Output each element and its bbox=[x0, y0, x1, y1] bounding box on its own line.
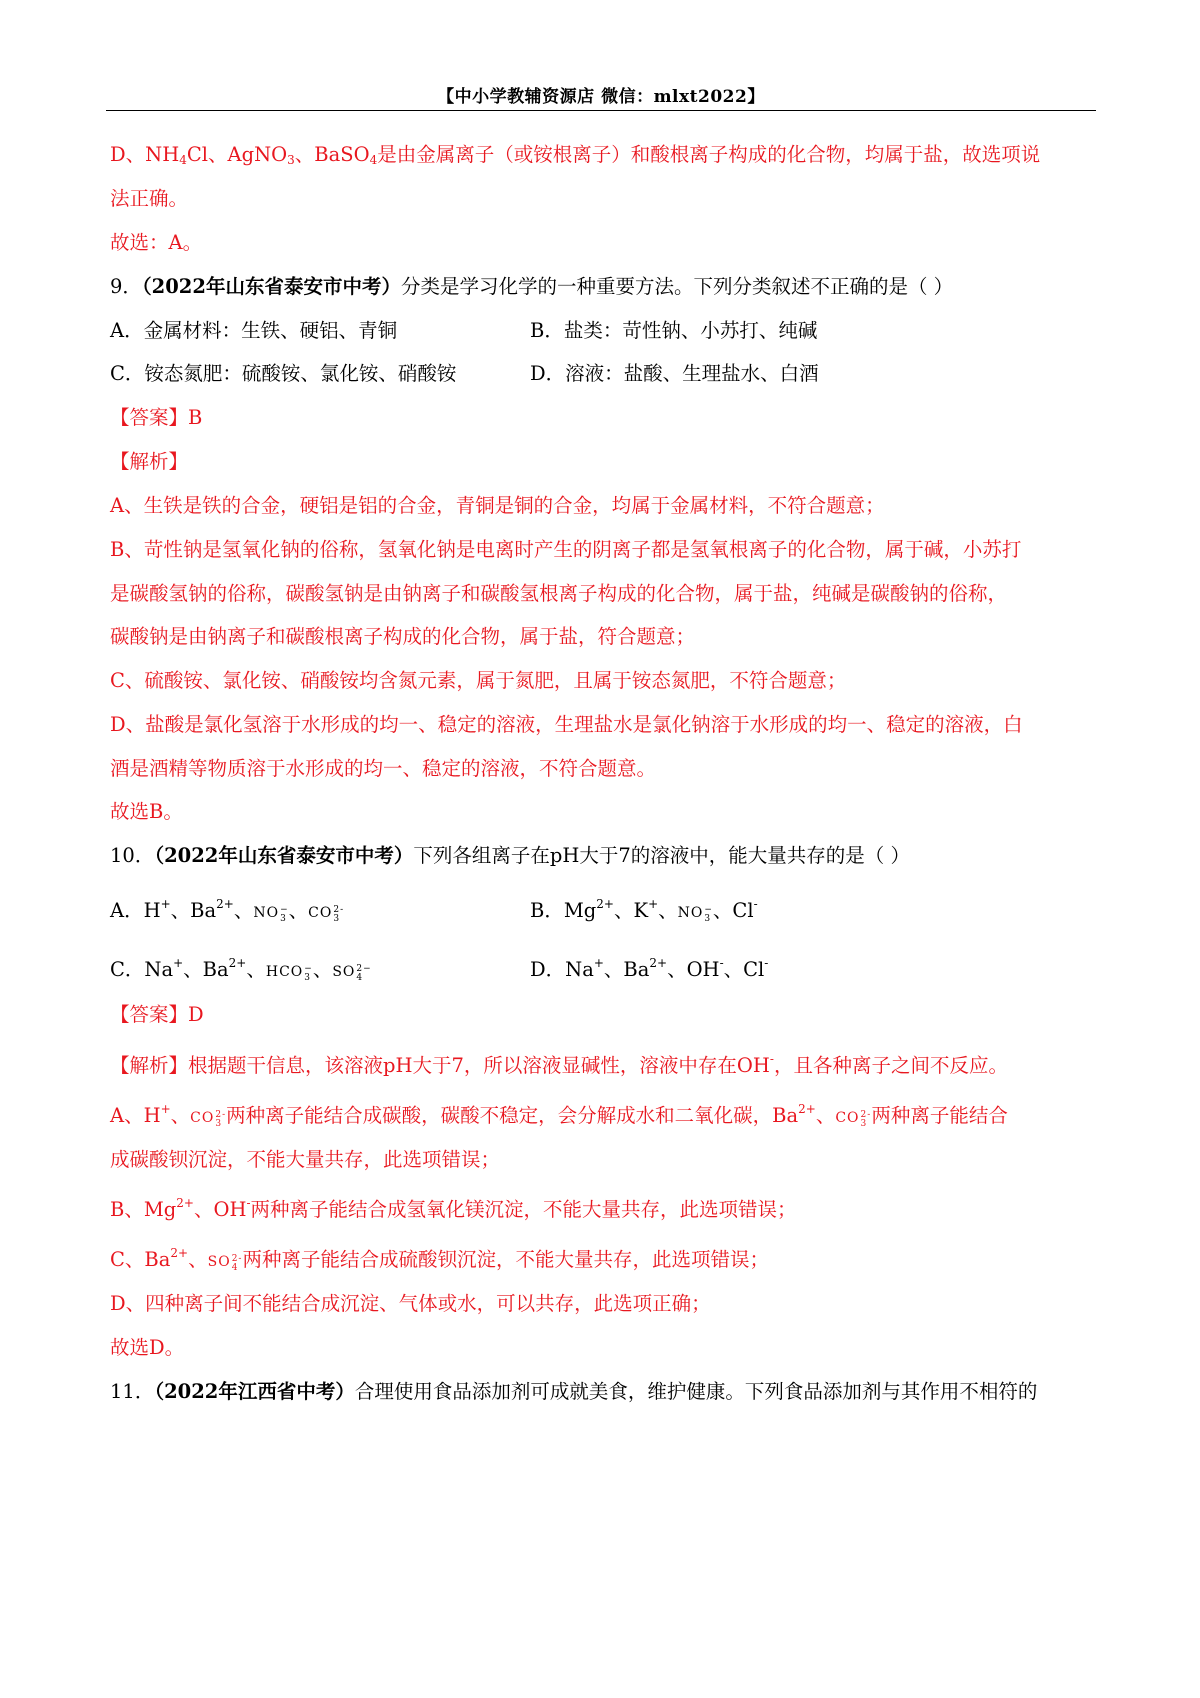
q10-option-c: C．Na+、$Ba^{2+}$、HCO − 3 、SO 2− 4 bbox=[110, 956, 372, 983]
q9-analysis-b-2: 是碳酸氢钠的俗称，碳酸氢钠是由钠离子和碳酸氢根离子构成的化合物，属于盐，纯碱是碳酸钠的俗称， bbox=[110, 582, 1008, 605]
q9-option-c: C．铵态氮肥：硫酸铵、氯化铵、硝酸铵 bbox=[110, 362, 457, 385]
q9-analysis-b-1: B、苛性钠是氢氧化钠的俗称，氢氧化钠是电离时产生的阴离子都是氢氧根离子的化合物，属于碱，小苏打 bbox=[110, 538, 1022, 561]
page-header: 【中小学教辅资源店 微信：mlxt2022】 bbox=[437, 87, 765, 107]
q9-analysis-b-3: 碳酸钠是由钠离子和碳酸根离子构成的化合物，属于盐，符合题意； bbox=[110, 625, 696, 648]
q10-option-d: D．Na+、$Ba^{2+}$、OH-、Cl- bbox=[530, 956, 769, 981]
q9-answer: 【答案】B bbox=[110, 406, 203, 429]
q9-option-a: A．金属材料：生铁、硬铝、青铜 bbox=[110, 319, 398, 342]
q10-stem: 10．（2022年山东省泰安市中考）下列各组离子在pH大于7的溶液中，能大量共存的是（ ） bbox=[110, 844, 910, 867]
q10-answer: 【答案】D bbox=[110, 1003, 204, 1026]
q10-analysis-d: D、四种离子间不能结合成沉淀、气体或水，可以共存，此选项正确； bbox=[110, 1292, 711, 1315]
q10-analysis-intro: 【解析】根据题干信息，该溶液pH大于7，所以溶液显碱性，溶液中存在OH-，且各种离子之间不反应。 bbox=[110, 1052, 1008, 1077]
q9-choose: 故选B。 bbox=[110, 800, 183, 823]
q10-choose: 故选D。 bbox=[110, 1336, 185, 1359]
q8-option-d-analysis: D、$NH_4Cl$、AgNO$_3$、BaSO$_4$是由金属离子（或铵根离子）和酸根离子构成的化合物，均属于盐，故选项说 bbox=[110, 143, 1041, 167]
q9-stem: 9．（2022年山东省泰安市中考）分类是学习化学的一种重要方法。下列分类叙述不正确的是（ ） bbox=[110, 275, 954, 298]
q8-option-d-analysis-cont: 法正确。 bbox=[110, 187, 189, 210]
q9-options-row2 bbox=[110, 361, 1100, 387]
header-rule bbox=[106, 110, 1096, 111]
q9-analysis-c: C、硫酸铵、氯化铵、硝酸铵均含氮元素，属于氮肥，且属于铵态氮肥，不符合题意； bbox=[110, 669, 847, 692]
q10-analysis-a-2: 成碳酸钡沉淀，不能大量共存，此选项错误； bbox=[110, 1148, 501, 1171]
q9-analysis-a: A、生铁是铁的合金，硬铝是铝的合金，青铜是铜的合金，均属于金属材料，不符合题意； bbox=[110, 494, 885, 517]
q10-options-row1 bbox=[110, 891, 1100, 926]
q9-analysis-d-1: D、盐酸是氯化氢溶于水形成的均一、稳定的溶液，生理盐水是氯化钠溶于水形成的均一、稳定的溶液，白 bbox=[110, 713, 1023, 736]
q10-analysis-a-1: A、H+、CO 2- 3 两种离子能结合成碳酸，碳酸不稳定，会分解成水和二氧化碳，$Ba^{2+}$、CO 2- 3 两种离子能结合 bbox=[110, 1102, 1008, 1129]
q10-option-b: B．$Mg^{2+}$、K+、NO − 3 、Cl- bbox=[530, 897, 758, 924]
q9-options-row1 bbox=[110, 318, 1100, 344]
q9-analysis-d-2: 酒是酒精等物质溶于水形成的均一、稳定的溶液，不符合题意。 bbox=[110, 757, 657, 780]
q9-option-b: B．盐类：苛性钠、小苏打、纯碱 bbox=[530, 319, 818, 342]
q9-option-d: D．溶液：盐酸、生理盐水、白酒 bbox=[530, 362, 819, 385]
q8-choose: 故选：A。 bbox=[110, 231, 203, 254]
q10-option-a: A．H+、$Ba^{2+}$、NO − 3 、CO 2- 3 bbox=[110, 897, 345, 924]
q10-analysis-c: C、$Ba^{2+}$、SO 2- 4 两种离子能结合成硫酸钡沉淀，不能大量共存，此选项错误； bbox=[110, 1246, 769, 1273]
q9-analysis-tag: 【解析】 bbox=[110, 450, 189, 473]
q10-analysis-b: B、$Mg^{2+}$、OH-两种离子能结合成氢氧化镁沉淀，不能大量共存，此选项错误； bbox=[110, 1196, 797, 1221]
q10-options-row2 bbox=[110, 950, 1100, 985]
q11-stem: 11．（2022年江西省中考）合理使用食品添加剂可成就美食，维护健康。下列食品添加剂与其作用不相符的 bbox=[110, 1380, 1038, 1403]
